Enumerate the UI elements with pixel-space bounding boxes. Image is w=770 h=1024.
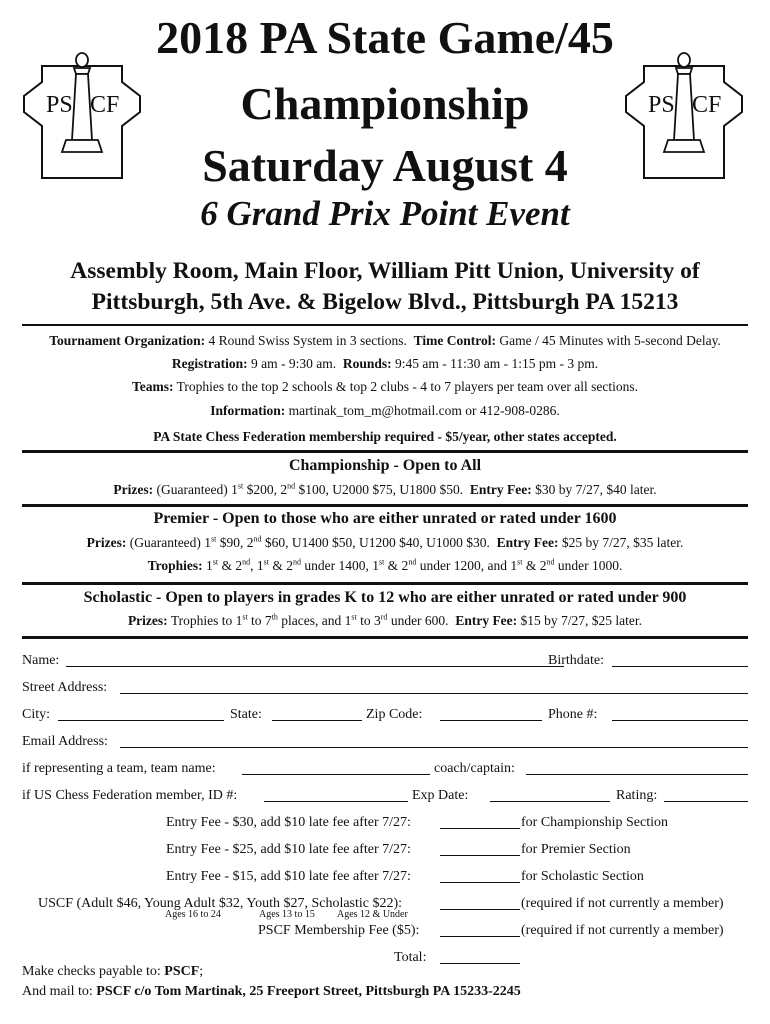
total-field[interactable] xyxy=(440,963,520,964)
exp-date-label: Exp Date: xyxy=(412,788,469,803)
title-line-3: Saturday August 4 xyxy=(202,140,568,191)
venue-line-2: Pittsburgh, 5th Ave. & Bigelow Blvd., Pittsburgh PA 15213 xyxy=(91,289,679,315)
state-field[interactable] xyxy=(272,720,362,721)
title-line-1: 2018 PA State Game/45 xyxy=(156,12,614,63)
premier-trophies: Trophies: 1st & 2nd, 1st & 2nd under 1400, 1st & 2nd under 1200, and 1st & 2nd under 1000. xyxy=(147,557,623,573)
uscf-id-label: if US Chess Federation member, ID #: xyxy=(22,788,238,803)
phone-field[interactable] xyxy=(612,720,748,721)
email-label: Email Address: xyxy=(22,734,108,749)
coach-field[interactable] xyxy=(526,774,748,775)
mail-to-line: And mail to: PSCF c/o Tom Martinak, 25 Freeport Street, Pittsburgh PA 15233-2245 xyxy=(22,984,521,999)
email-field[interactable] xyxy=(120,747,748,748)
pscf-fee-label: PSCF Membership Fee ($5): xyxy=(258,923,420,938)
svg-text:CF: CF xyxy=(90,92,120,118)
svg-text:CF: CF xyxy=(692,92,722,118)
rating-field[interactable] xyxy=(664,801,748,802)
divider xyxy=(22,450,748,453)
street-label: Street Address: xyxy=(22,680,108,695)
zip-field[interactable] xyxy=(440,720,542,721)
registration-line: Registration: 9 am - 9:30 am. Rounds: 9:45 am - 11:30 am - 1:15 pm - 3 pm. xyxy=(171,356,599,371)
state-label: State: xyxy=(230,707,262,722)
title-line-2: Championship xyxy=(240,78,530,129)
team-label: if representing a team, team name: xyxy=(22,761,216,776)
svg-text:PS: PS xyxy=(46,92,73,118)
pscf-fee-note: (required if not currently a member) xyxy=(521,923,724,938)
pscf-keystone-logo-right xyxy=(624,48,744,180)
city-row xyxy=(22,706,748,724)
scholastic-fee-label: Entry Fee - $15, add $10 late fee after 7/27: xyxy=(166,869,411,884)
championship-fee-field[interactable] xyxy=(440,828,520,829)
information-line: Information: martinak_tom_m@hotmail.com or 412-908-0286. xyxy=(210,403,560,418)
scholastic-fee-row xyxy=(0,868,770,886)
phone-label: Phone #: xyxy=(548,707,598,722)
subtitle: 6 Grand Prix Point Event xyxy=(200,194,570,233)
svg-text:PS: PS xyxy=(648,92,675,118)
uscf-id-row xyxy=(22,787,748,805)
exp-date-field[interactable] xyxy=(490,801,610,802)
premier-fee-label: Entry Fee - $25, add $10 late fee after 7/27: xyxy=(166,842,411,857)
championship-fee-for: for Championship Section xyxy=(521,815,668,830)
team-field[interactable] xyxy=(242,774,430,775)
pscf-keystone-logo-left xyxy=(22,48,142,180)
scholastic-fee-field[interactable] xyxy=(440,882,520,883)
championship-prizes: Prizes: (Guaranteed) 1st $200, 2nd $100, U2000 $75, U1800 $50. Entry Fee: $30 by 7/27, $40 later. xyxy=(113,481,657,497)
rating-label: Rating: xyxy=(616,788,658,803)
divider xyxy=(22,582,748,585)
young-adult-age-note: Ages 16 to 24 xyxy=(165,909,221,920)
teams-line: Teams: Trophies to the top 2 schools & top 2 clubs - 4 to 7 players per team over all sections. xyxy=(131,379,639,394)
coach-label: coach/captain: xyxy=(434,761,515,776)
street-field[interactable] xyxy=(120,693,748,694)
birthdate-field[interactable] xyxy=(612,666,748,667)
uscf-fee-field[interactable] xyxy=(440,909,520,910)
city-label: City: xyxy=(22,707,51,722)
pscf-fee-field[interactable] xyxy=(440,936,520,937)
membership-line: PA State Chess Federation membership required - $5/year, other states accepted. xyxy=(153,429,617,444)
venue-line-1: Assembly Room, Main Floor, William Pitt Union, University of xyxy=(70,258,700,284)
divider xyxy=(22,324,748,326)
uscf-id-field[interactable] xyxy=(264,801,408,802)
divider xyxy=(22,636,748,639)
youth-age-note: Ages 13 to 15 xyxy=(259,909,315,920)
premier-fee-field[interactable] xyxy=(440,855,520,856)
uscf-fee-note: (required if not currently a member) xyxy=(521,896,724,911)
street-row xyxy=(22,679,748,697)
championship-fee-row xyxy=(0,814,770,832)
divider xyxy=(22,504,748,507)
tournament-organization-line: Tournament Organization: 4 Round Swiss System in 3 sections. Time Control: Game / 45 Minutes with 5-second Delay. xyxy=(49,333,721,348)
uscf-fee-label: USCF (Adult $46, Young Adult $32, Youth $27, Scholastic $22): xyxy=(38,896,403,911)
scholastic-prizes: Prizes: Trophies to 1st to 7th places, and 1st to 3rd under 600. Entry Fee: $15 by 7/27, $25 later. xyxy=(127,612,643,628)
scholastic-header: Scholastic - Open to players in grades K to 12 who are either unrated or rated under 900 xyxy=(83,589,687,606)
name-label: Name: xyxy=(22,653,60,668)
scholastic-fee-for: for Scholastic Section xyxy=(521,869,644,884)
email-row xyxy=(22,733,748,751)
name-row xyxy=(22,652,748,670)
premier-header: Premier - Open to those who are either unrated or rated under 1600 xyxy=(153,510,617,527)
city-field[interactable] xyxy=(58,720,224,721)
zip-label: Zip Code: xyxy=(366,707,423,722)
scholastic-age-note: Ages 12 & Under xyxy=(337,909,408,920)
championship-header: Championship - Open to All xyxy=(288,457,482,474)
championship-fee-label: Entry Fee - $30, add $10 late fee after 7/27: xyxy=(166,815,411,830)
pscf-fee-row xyxy=(0,922,770,940)
total-label: Total: xyxy=(394,950,427,965)
name-field[interactable] xyxy=(66,666,564,667)
premier-fee-row xyxy=(0,841,770,859)
premier-prizes: Prizes: (Guaranteed) 1st $90, 2nd $60, U1400 $50, U1200 $40, U1000 $30. Entry Fee: $25 by 7/27, $35 later. xyxy=(86,534,684,550)
checks-payable-line: Make checks payable to: PSCF; xyxy=(22,964,204,979)
birthdate-label: Birthdate: xyxy=(548,653,604,668)
team-row xyxy=(22,760,748,778)
premier-fee-for: for Premier Section xyxy=(521,842,631,857)
